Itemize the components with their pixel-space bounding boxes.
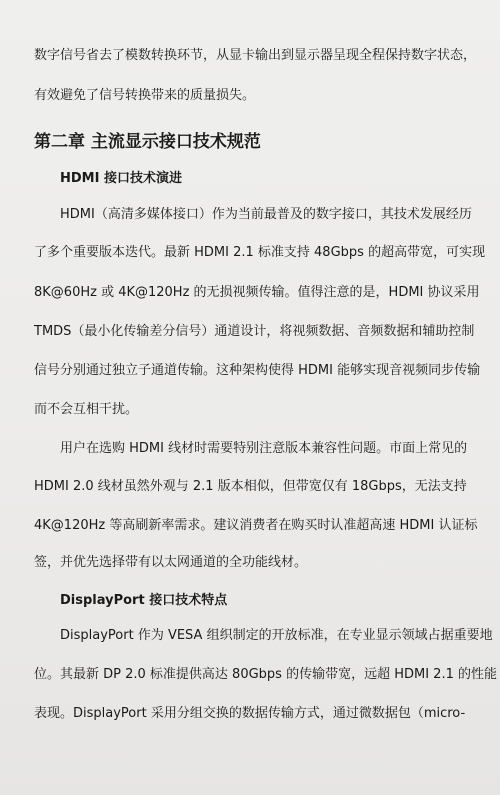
- section-heading-hdmi: HDMI 接口技术演进: [60, 171, 182, 186]
- body-text-line: HDMI 2.0 线材虽然外观与 2.1 版本相似，但带宽仅有 18Gbps，无法支持: [34, 479, 467, 494]
- body-text-line: 位。其最新 DP 2.0 标准提供高达 80Gbps 的传输带宽，远超 HDMI 2.1 的性能: [34, 667, 497, 682]
- body-text-line: DisplayPort 作为 VESA 组织制定的开放标准，在专业显示领域占据重要地: [60, 628, 493, 643]
- body-text-line: 信号分别通过独立子通道传输。这种架构使得 HDMI 能够实现音视频同步传输: [34, 363, 481, 378]
- body-text-line: 而不会互相干扰。: [34, 402, 139, 417]
- body-text-line: 4K@120Hz 等高刷新率需求。建议消费者在购买时认准超高速 HDMI 认证标: [34, 518, 478, 533]
- body-text-line: 用户在选购 HDMI 线材时需要特别注意版本兼容性问题。市面上常见的: [60, 441, 468, 456]
- body-text-line: HDMI（高清多媒体接口）作为当前最普及的数字接口，其技术发展经历: [60, 207, 472, 222]
- chapter-title: 第二章 主流显示接口技术规范: [34, 132, 261, 152]
- body-text-line: 表现。DisplayPort 采用分组交换的数据传输方式，通过微数据包（micro-: [34, 706, 466, 721]
- body-text-line: 签，并优先选择带有以太网通道的全功能线材。: [34, 555, 308, 570]
- body-text-line: 8K@60Hz 或 4K@120Hz 的无损视频传输。值得注意的是，HDMI 协议采用: [34, 285, 480, 300]
- body-text-line: 数字信号省去了模数转换环节，从显卡输出到显示器呈现全程保持数字状态，: [34, 48, 477, 63]
- section-heading-displayport: DisplayPort 接口技术特点: [60, 593, 228, 608]
- body-text-line: 有效避免了信号转换带来的质量损失。: [34, 88, 256, 103]
- body-text-line: TMDS（最小化传输差分信号）通道设计，将视频数据、音频数据和辅助控制: [34, 324, 475, 339]
- body-text-line: 了多个重要版本迭代。最新 HDMI 2.1 标准支持 48Gbps 的超高带宽，可实现: [34, 245, 486, 260]
